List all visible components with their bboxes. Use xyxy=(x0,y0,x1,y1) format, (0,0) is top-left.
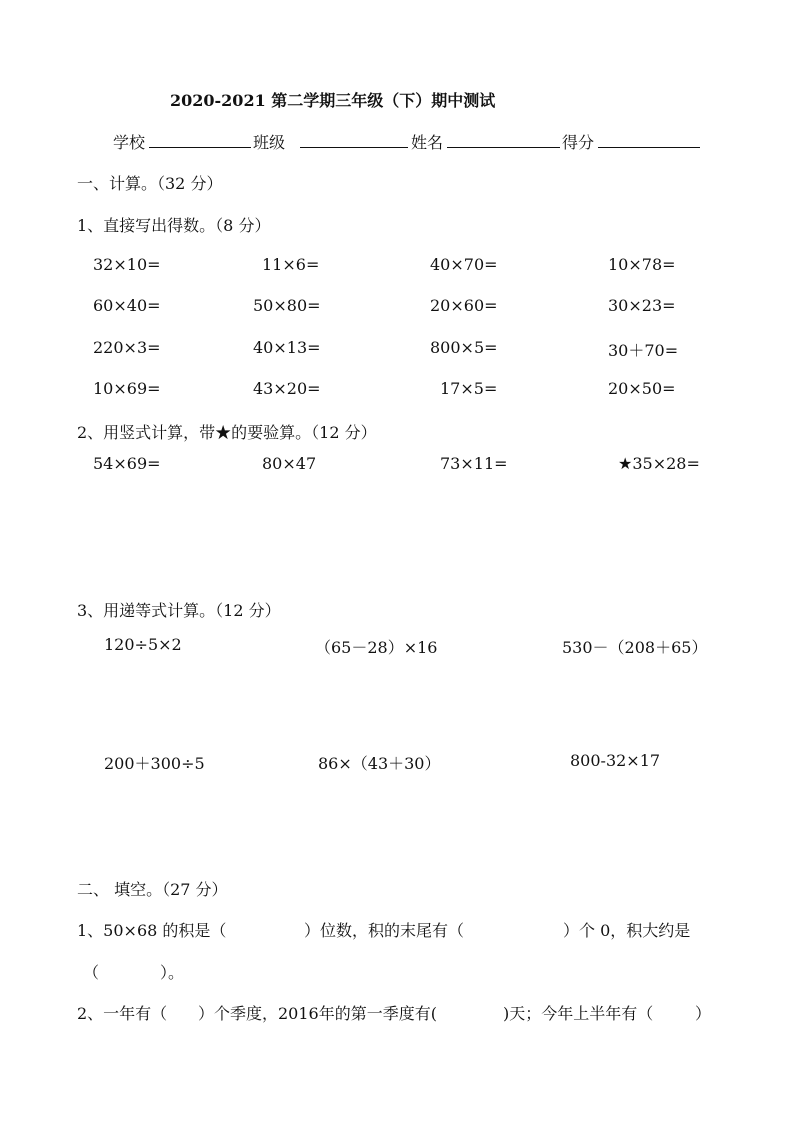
q2-item: 54×69= xyxy=(93,454,161,473)
q3-item: 800-32×17 xyxy=(570,751,661,770)
school-blank[interactable] xyxy=(149,133,251,148)
q1-item: 220×3= xyxy=(93,338,161,357)
q1-item: 40×13= xyxy=(253,338,321,357)
q1-item: 11×6= xyxy=(262,255,320,274)
class-blank[interactable] xyxy=(300,133,408,148)
q1-item: 40×70= xyxy=(430,255,498,274)
q3-item: 120÷5×2 xyxy=(104,635,182,654)
fill-q1-part: ）。 xyxy=(160,963,185,982)
q1-item: 10×69= xyxy=(93,379,161,398)
name-blank[interactable] xyxy=(447,133,560,148)
q1-item: 50×80= xyxy=(253,296,321,315)
q3-item: 530－（208＋65） xyxy=(562,638,708,657)
q2-item: 80×47 xyxy=(262,454,317,473)
q1-item: 43×20= xyxy=(253,379,321,398)
fill-q1-part: ）位数，积的末尾有（ xyxy=(304,921,465,940)
fill-q2-part: )天；今年上半年有（ xyxy=(503,1004,654,1023)
page-title: 2020-2021 第二学期三年级（下）期中测试 xyxy=(170,91,496,110)
school-label: 学校 xyxy=(113,133,146,152)
score-blank[interactable] xyxy=(598,133,700,148)
q1-item: 30×23= xyxy=(608,296,676,315)
q2-heading: 2、用竖式计算，带★的要验算。（12 分） xyxy=(77,423,377,442)
fill-q2-part: 2、一年有（ xyxy=(77,1004,168,1023)
q1-item: 60×40= xyxy=(93,296,161,315)
section1-heading: 一、计算。（32 分） xyxy=(77,174,223,193)
q1-item: 10×78= xyxy=(608,255,676,274)
q2-item: ★35×28= xyxy=(618,454,700,473)
q1-item: 20×50= xyxy=(608,379,676,398)
q3-item: 200＋300÷5 xyxy=(104,754,205,773)
q3-heading: 3、用递等式计算。（12 分） xyxy=(77,601,281,620)
q1-item: 32×10= xyxy=(93,255,161,274)
q3-item: 86×（43＋30） xyxy=(318,754,441,773)
q2-item: 73×11= xyxy=(440,454,508,473)
q1-heading: 1、直接写出得数。（8 分） xyxy=(77,216,271,235)
fill-q1-part: （ xyxy=(83,963,100,982)
q1-item: 17×5= xyxy=(440,379,498,398)
fill-q1-part: 1、50×68 的积是（ xyxy=(77,921,227,940)
name-label: 姓名 xyxy=(411,133,444,152)
class-label: 班级 xyxy=(253,133,286,152)
q1-item: 20×60= xyxy=(430,296,498,315)
fill-q2-part: ）个季度，2016年的第一季度有( xyxy=(198,1004,437,1023)
q1-item: 30＋70= xyxy=(608,341,679,360)
fill-q2-part: ） xyxy=(695,1004,712,1023)
fill-q1-part: ）个 0，积大约是 xyxy=(563,921,691,940)
score-label: 得分 xyxy=(562,133,595,152)
q3-item: （65－28）×16 xyxy=(315,638,438,657)
section2-heading: 二、 填空。（27 分） xyxy=(77,880,228,899)
q1-item: 800×5= xyxy=(430,338,498,357)
